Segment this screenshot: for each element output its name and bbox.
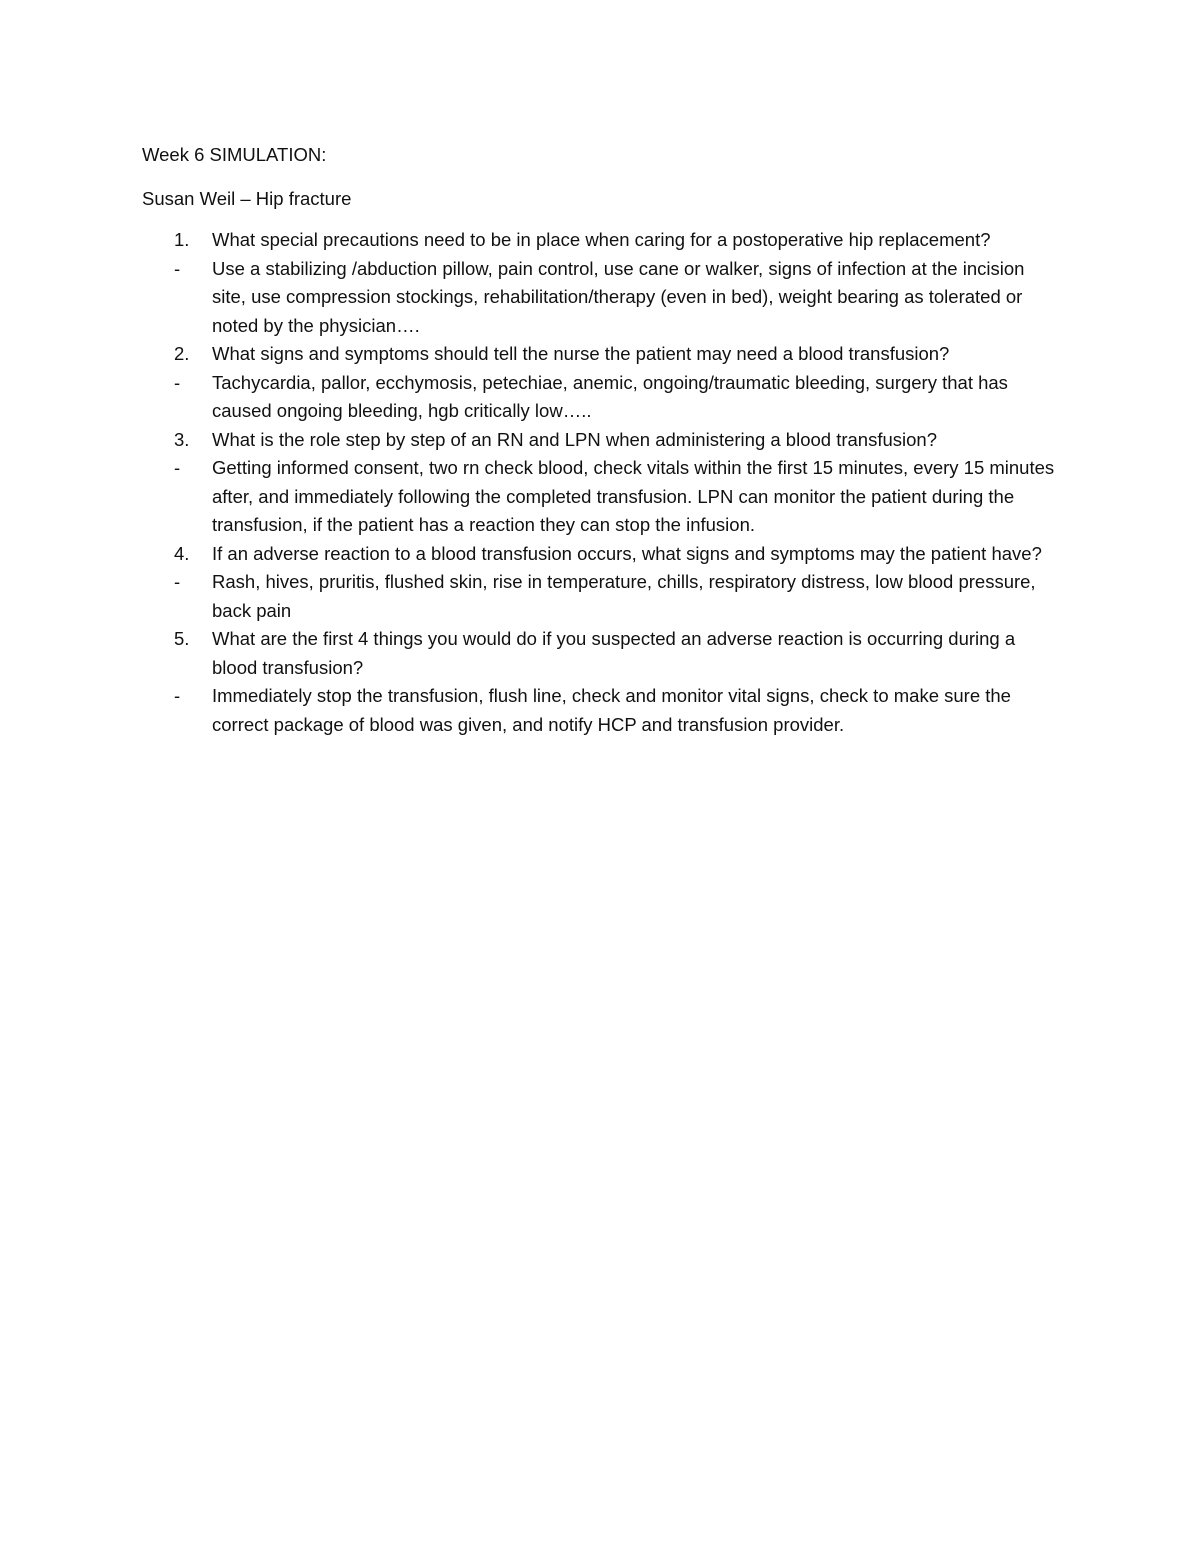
document-subtitle: Susan Weil – Hip fracture xyxy=(142,187,352,209)
question-number: 3. xyxy=(174,428,190,450)
answer-text: Rash, hives, pruritis, flushed skin, rise in temperature, chills, respiratory distress, low blood pressure, back pain xyxy=(212,571,1036,621)
question-text: What are the first 4 things you would do if you suspected an adverse reaction is occurring during a blood transfusion? xyxy=(212,628,1016,678)
answer-bullet: - xyxy=(174,371,181,393)
answer-bullet: - xyxy=(174,257,181,279)
answer-bullet: - xyxy=(174,571,181,592)
question-item-2 xyxy=(142,340,1062,369)
question-item-3 xyxy=(142,426,1062,455)
document-body xyxy=(142,141,1062,739)
question-number: 1. xyxy=(174,229,190,250)
answer-item-1 xyxy=(142,255,1062,341)
question-item-4 xyxy=(142,540,1062,569)
answer-item-2 xyxy=(142,369,1062,426)
answer-bullet: - xyxy=(174,685,181,706)
question-number: 2. xyxy=(174,343,190,364)
document-title: Week 6 SIMULATION: xyxy=(142,144,327,165)
question-number: 4. xyxy=(174,542,190,564)
answer-text: Immediately stop the transfusion, flush line, check and monitor vital signs, check to make sure the correct package of blood was given, and notify HCP and transfusion provider. xyxy=(212,685,1011,735)
answer-text: Use a stabilizing /abduction pillow, pain control, use cane or walker, signs of infection at the incision site, use compression stockings, rehabilitation/therapy (even in bed), weight bearing as tolerated or noted by the physician…. xyxy=(212,257,1025,336)
answer-item-5 xyxy=(142,682,1062,739)
answer-item-4 xyxy=(142,568,1062,625)
answer-item-3 xyxy=(142,454,1062,540)
question-text: What is the role step by step of an RN and LPN when administering a blood transfusion? xyxy=(212,428,937,450)
question-text: If an adverse reaction to a blood transfusion occurs, what signs and symptoms may the patient have? xyxy=(212,542,1042,564)
question-answer-list xyxy=(142,226,1062,739)
question-text: What special precautions need to be in place when caring for a postoperative hip replacement? xyxy=(212,229,991,250)
answer-bullet: - xyxy=(174,457,181,478)
question-number: 5. xyxy=(174,628,190,649)
answer-text: Tachycardia, pallor, ecchymosis, petechiae, anemic, ongoing/traumatic bleeding, surgery that has caused ongoing bleeding, hgb critically low….. xyxy=(212,371,1008,421)
question-text: What signs and symptoms should tell the nurse the patient may need a blood transfusion? xyxy=(212,343,950,364)
answer-text: Getting informed consent, two rn check blood, check vitals within the first 15 minutes, every 15 minutes after, and immediately following the completed transfusion. LPN can monitor the patient during the transfusion, if the patient has a reaction they can stop the infusion. xyxy=(212,457,1055,535)
question-item-5 xyxy=(142,625,1062,682)
question-item-1 xyxy=(142,226,1062,255)
